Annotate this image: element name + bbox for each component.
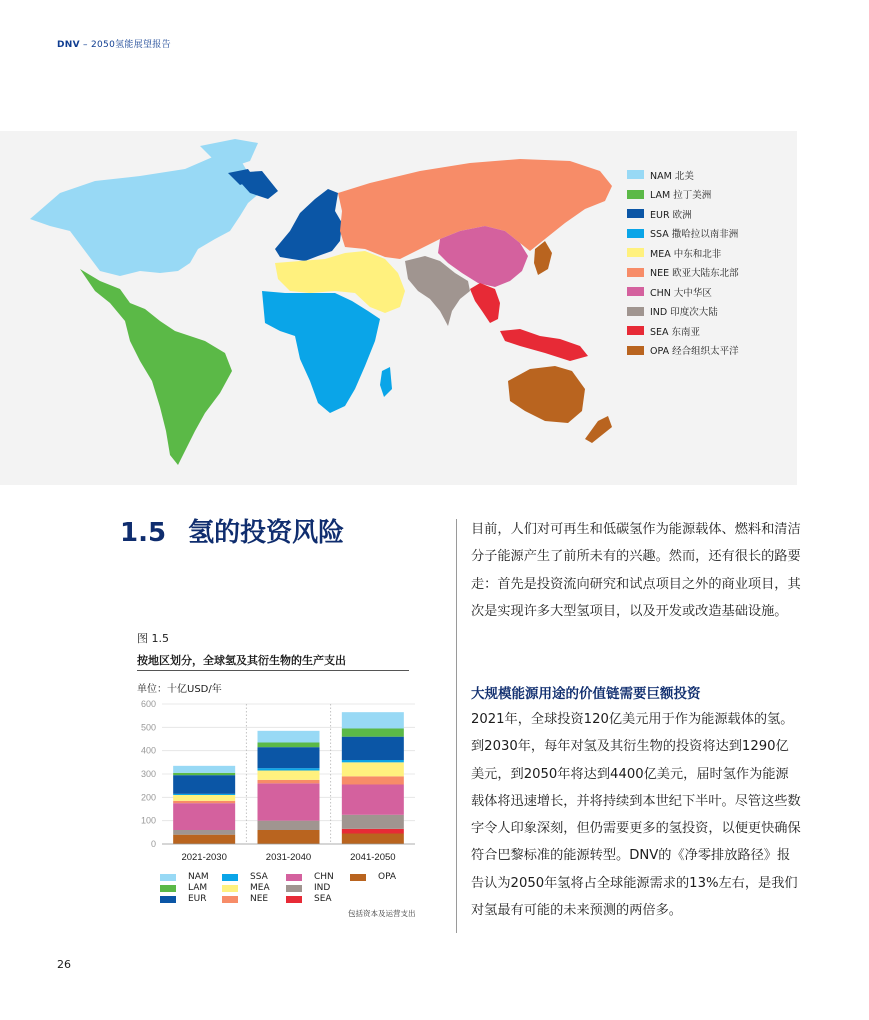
- map-region-ssa-madagascar: [380, 367, 392, 397]
- chart-legend-label: OPA: [378, 872, 397, 882]
- map-region-opa-nz: [585, 416, 612, 443]
- legend-item-eur: [627, 204, 739, 224]
- legend-label: NEE 欧亚大陆东北部: [650, 268, 739, 280]
- legend-swatch: [627, 346, 644, 355]
- legend-item-chn: [627, 282, 739, 302]
- chart-legend-label: LAM: [188, 883, 208, 893]
- chart-legend-label: SEA: [314, 894, 332, 904]
- running-header: [57, 37, 171, 50]
- y-tick-label: 600: [140, 699, 156, 709]
- bar-segment-sea: [342, 829, 404, 834]
- bar-segment-chn: [342, 785, 404, 815]
- bar-segment-nee: [342, 776, 404, 784]
- legend-item-sea: [627, 321, 739, 341]
- chart-legend-swatch: [222, 885, 238, 892]
- y-tick-label: 500: [140, 722, 156, 733]
- chart-legend-label: NAM: [188, 872, 209, 882]
- map-region-nam: [30, 156, 262, 276]
- legend-label: MEA 中东和北非: [650, 248, 722, 260]
- map-region-sea: [470, 283, 500, 323]
- legend-swatch: [627, 209, 644, 218]
- y-tick-label: 0: [150, 839, 156, 849]
- map-region-lam: [80, 269, 232, 465]
- legend-item-ssa: [627, 224, 739, 244]
- chart-legend-swatch: [286, 885, 302, 892]
- map-region-ssa: [262, 291, 380, 413]
- bar-segment-ssa: [342, 760, 404, 762]
- legend-label: EUR 欧洲: [650, 209, 692, 221]
- chart-legend-item-opa: [350, 872, 396, 882]
- chart-legend-swatch: [222, 874, 238, 881]
- bar-segment-nam: [258, 731, 320, 743]
- bar-segment-ssa: [258, 768, 320, 770]
- x-category-label: 2031-2040: [265, 852, 312, 863]
- chart-legend-item-nam: [160, 872, 209, 882]
- legend-label: CHN 大中华区: [650, 287, 712, 299]
- report-title: 2050氢能展望报告: [91, 40, 171, 50]
- body-paragraph-1: 目前，人们对可再生和低碳氢作为能源载体、燃料和清洁分子能源产生了前所未有的兴趣。然而，还有很长的路要走：首先是投资流向研究和试点项目之外的商业项目，其次是实现许多大型氢项目，以及开发或改造基础设施。: [471, 522, 801, 619]
- bar-segment-ssa: [173, 794, 235, 795]
- chart-legend-item-sea: [286, 894, 332, 904]
- bar-segment-lam: [173, 773, 235, 775]
- section-number: 1.5: [120, 518, 167, 548]
- chart-legend-swatch: [350, 874, 366, 881]
- bar-segment-ind: [258, 821, 320, 830]
- bar-segment-chn: [173, 803, 235, 830]
- bar-segment-eur: [173, 775, 235, 794]
- bar-segment-opa: [258, 830, 320, 844]
- bar-segment-mea: [173, 795, 235, 801]
- chart-legend-item-lam: [160, 883, 207, 893]
- bar-segment-ind: [342, 815, 404, 829]
- bar-segment-nam: [342, 712, 404, 728]
- legend-swatch: [627, 170, 644, 179]
- map-region-eur: [275, 189, 342, 261]
- bar-segment-lam: [258, 743, 320, 748]
- bar-segment-opa: [173, 835, 235, 844]
- chart-note: 包括资本及运营支出: [348, 909, 416, 918]
- bar-segment-ind: [173, 830, 235, 835]
- legend-item-opa: [627, 341, 739, 361]
- bar-segment-nam: [173, 766, 235, 773]
- legend-label: SEA 东南亚: [650, 326, 701, 338]
- y-tick-label: 400: [140, 745, 156, 756]
- chart-legend-label: SSA: [250, 872, 268, 882]
- chart-legend-item-ind: [286, 883, 330, 893]
- bar-segment-chn: [258, 783, 320, 820]
- figure-rule: [137, 670, 409, 671]
- legend-swatch: [627, 248, 644, 257]
- bar-segment-mea: [258, 771, 320, 780]
- bar-segment-mea: [342, 762, 404, 776]
- legend-label: SSA 撒哈拉以南非洲: [650, 229, 739, 241]
- y-tick-label: 300: [140, 769, 156, 779]
- legend-swatch: [627, 190, 644, 199]
- chart-legend-item-mea: [222, 883, 270, 893]
- body-subheading: 大规模能源用途的价值链需要巨额投资: [471, 686, 701, 702]
- chart-legend-swatch: [160, 885, 176, 892]
- legend-label: LAM 拉丁美洲: [650, 190, 712, 202]
- page-number: 26: [57, 958, 71, 971]
- bar-segment-eur: [342, 737, 404, 760]
- bar-segment-nee: [173, 801, 235, 803]
- chart-legend-item-chn: [286, 872, 334, 882]
- map-region-sea-islands: [500, 329, 588, 361]
- figure-title: 按地区划分，全球氢及其衍生物的生产支出: [137, 654, 346, 667]
- chart-legend-label: NEE: [250, 894, 269, 904]
- map-region-opa-japan: [534, 241, 552, 275]
- figure-unit: 单位：十亿USD/年: [137, 684, 222, 695]
- x-category-label: 2041-2050: [350, 852, 396, 863]
- bar-segment-nee: [258, 780, 320, 784]
- chart-legend-swatch: [286, 874, 302, 881]
- chart-legend-item-ssa: [222, 872, 268, 882]
- chart-legend-label: MEA: [250, 883, 270, 893]
- header-separator: –: [79, 40, 91, 50]
- legend-swatch: [627, 268, 644, 277]
- chart-legend-item-eur: [160, 894, 207, 904]
- chart-legend-label: CHN: [314, 872, 334, 882]
- legend-item-mea: [627, 243, 739, 263]
- bar-segment-opa: [342, 834, 404, 845]
- chart-legend-swatch: [286, 896, 302, 903]
- legend-label: OPA 经合组织太平洋: [650, 346, 739, 358]
- legend-item-nee: [627, 263, 739, 283]
- figure-label: 图 1.5: [137, 632, 169, 645]
- chart-legend-label: EUR: [188, 894, 207, 904]
- section-heading: [120, 512, 344, 549]
- section-title: 氢的投资风险: [188, 518, 345, 548]
- legend-item-ind: [627, 302, 739, 322]
- legend-item-lam: [627, 185, 739, 205]
- chart-legend-swatch: [222, 896, 238, 903]
- body-paragraph-2: 2021年，全球投资120亿美元用于作为能源载体的氢。到2030年，每年对氢及其衍生物的投资将达到1290亿美元，到2050年将达到4400亿美元，届时氢作为能源载体将迅速增长，并将持续到本世纪下半叶。尽管这些数字令人印象深刻，但仍需要更多的氢投资，以便更快确保符合巴黎标准的能源转型。DNV的《净零排放路径》报告认为2050年氢将占全球能源需求的13%左右，是我们对氢最有可能的未来预测的两倍多。: [471, 712, 801, 919]
- x-category-label: 2021-2030: [181, 852, 227, 863]
- y-tick-label: 100: [140, 815, 156, 826]
- chart-legend-label: IND: [314, 883, 331, 893]
- bar-segment-eur: [258, 747, 320, 768]
- map-region-opa-australia: [508, 366, 585, 423]
- brand-logo-text: DNV: [57, 40, 80, 50]
- chart-legend-swatch: [160, 874, 176, 881]
- chart-legend-item-nee: [222, 894, 268, 904]
- y-tick-label: 200: [140, 792, 156, 803]
- chart-legend-swatch: [160, 896, 176, 903]
- legend-item-nam: [627, 165, 739, 185]
- map-legend: [627, 165, 739, 360]
- legend-swatch: [627, 326, 644, 335]
- investment-stacked-bar-chart: [130, 696, 420, 866]
- legend-label: IND 印度次大陆: [650, 307, 718, 319]
- legend-label: NAM 北美: [650, 170, 694, 182]
- legend-swatch: [627, 287, 644, 296]
- legend-swatch: [627, 229, 644, 238]
- column-divider: [456, 519, 457, 933]
- legend-swatch: [627, 307, 644, 316]
- bar-segment-lam: [342, 729, 404, 737]
